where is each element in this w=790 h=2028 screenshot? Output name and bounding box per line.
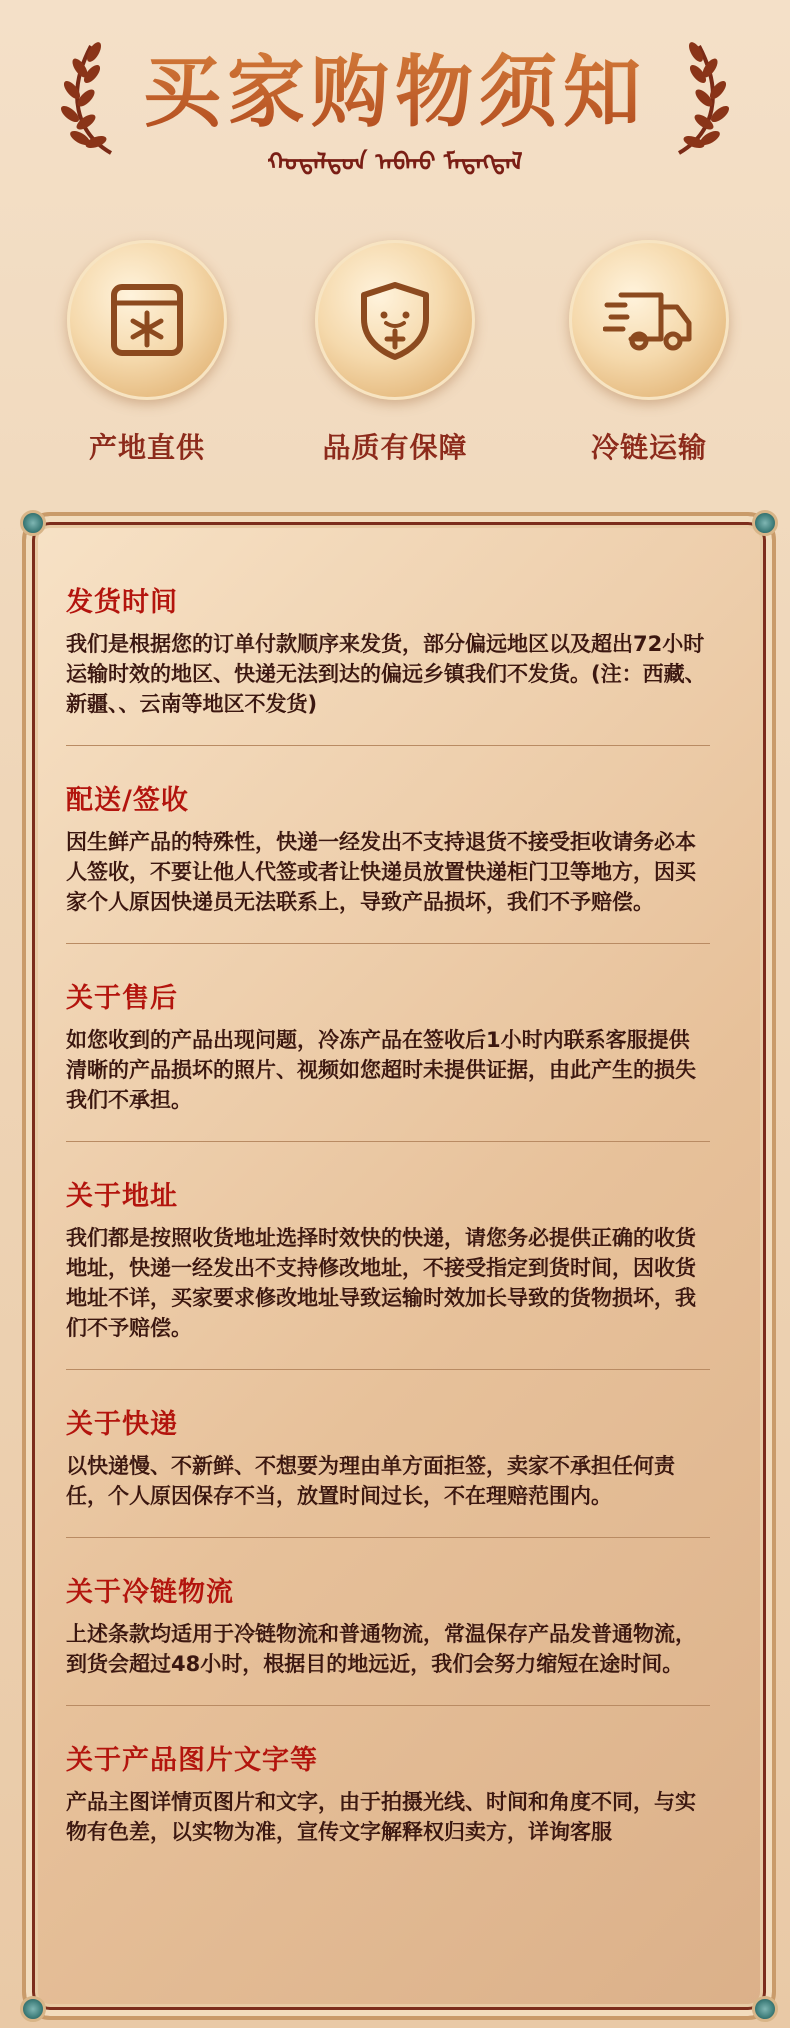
feature-quality-guarantee — [310, 240, 480, 466]
frame-corner-ornament — [752, 1996, 778, 2022]
section-after-sales — [66, 976, 710, 1142]
feature-medal — [569, 240, 729, 400]
section-body: 我们是根据您的订单付款顺序来发货，部分偏远地区以及超出72小时运输时效的地区、快递无法到达的偏远乡镇我们不发货。(注：西藏、新疆、、云南等地区不发货) — [66, 632, 706, 716]
section-body: 产品主图详情页图片和文字，由于拍摄光线、时间和角度不同，与实物有色差，以实物为准，宣传文字解释权归卖方，详询客服 — [66, 1790, 696, 1844]
section-heading: 关于地址 — [66, 1181, 178, 1212]
section-delivery-receipt — [66, 778, 710, 944]
frame-corner-ornament — [20, 510, 46, 536]
section-body: 以快递慢、不新鲜、不想要为理由单方面拒签，卖家不承担任何责任，个人原因保存不当，放置时间过长，不在理赔范围内。 — [66, 1454, 675, 1508]
section-shipping-time — [66, 580, 710, 746]
notice-sections — [66, 580, 710, 1905]
feature-label: 产地直供 — [88, 431, 205, 464]
frame-corner-ornament — [20, 1996, 46, 2022]
section-heading: 关于快递 — [66, 1409, 178, 1440]
mongolian-subtitle: ᠬᠤᠳᠠᠯᠳᠤᠨ ᠠᠪᠬᠤ ᠮᠡᠳᠡᠭᠳᠡᠯ — [267, 147, 523, 176]
feature-cold-chain — [564, 240, 734, 466]
section-heading: 配送/签收 — [66, 785, 189, 816]
section-product-images — [66, 1738, 710, 1873]
section-express — [66, 1402, 710, 1538]
feature-origin-direct — [62, 240, 232, 466]
feature-medal — [315, 240, 475, 400]
feature-label: 冷链运输 — [590, 431, 707, 464]
snowflake-box-icon — [104, 277, 190, 363]
section-heading: 关于售后 — [66, 983, 178, 1014]
feature-medal — [67, 240, 227, 400]
section-body: 上述条款均适用于冷链物流和普通物流，常温保存产品发普通物流，到货会超过48小时，根据目的地远近，我们会努力缩短在途时间。 — [66, 1622, 696, 1676]
section-body: 因生鲜产品的特殊性，快递一经发出不支持退货不接受拒收请务必本人签收，不要让他人代签或者让快递员放置快递柜门卫等地方，因买家个人原因快递员无法联系上，导致产品损坏，我们不予赔偿。 — [66, 830, 696, 914]
frame-corner-ornament — [752, 510, 778, 536]
shield-plus-icon — [352, 277, 438, 363]
section-body: 如您收到的产品出现问题，冷冻产品在签收后1小时内联系客服提供清晰的产品损坏的照片、视频如您超时未提供证据，由此产生的损失我们不承担。 — [66, 1028, 696, 1112]
page-title: 买家购物须知 — [0, 30, 790, 142]
section-heading: 关于冷链物流 — [66, 1577, 234, 1608]
section-body: 我们都是按照收货地址选择时效快的快递，请您务必提供正确的收货地址，快递一经发出不支持修改地址，不接受指定到货时间，因收货地址不详，买家要求修改地址导致运输时效加长导致的货物损坏，我们不予赔偿。 — [66, 1226, 696, 1340]
section-cold-chain-logistics — [66, 1570, 710, 1706]
section-heading: 关于产品图片文字等 — [66, 1745, 318, 1776]
delivery-truck-icon — [603, 277, 695, 363]
feature-label: 品质有保障 — [322, 431, 468, 464]
section-heading: 发货时间 — [66, 587, 178, 618]
section-address — [66, 1174, 710, 1370]
